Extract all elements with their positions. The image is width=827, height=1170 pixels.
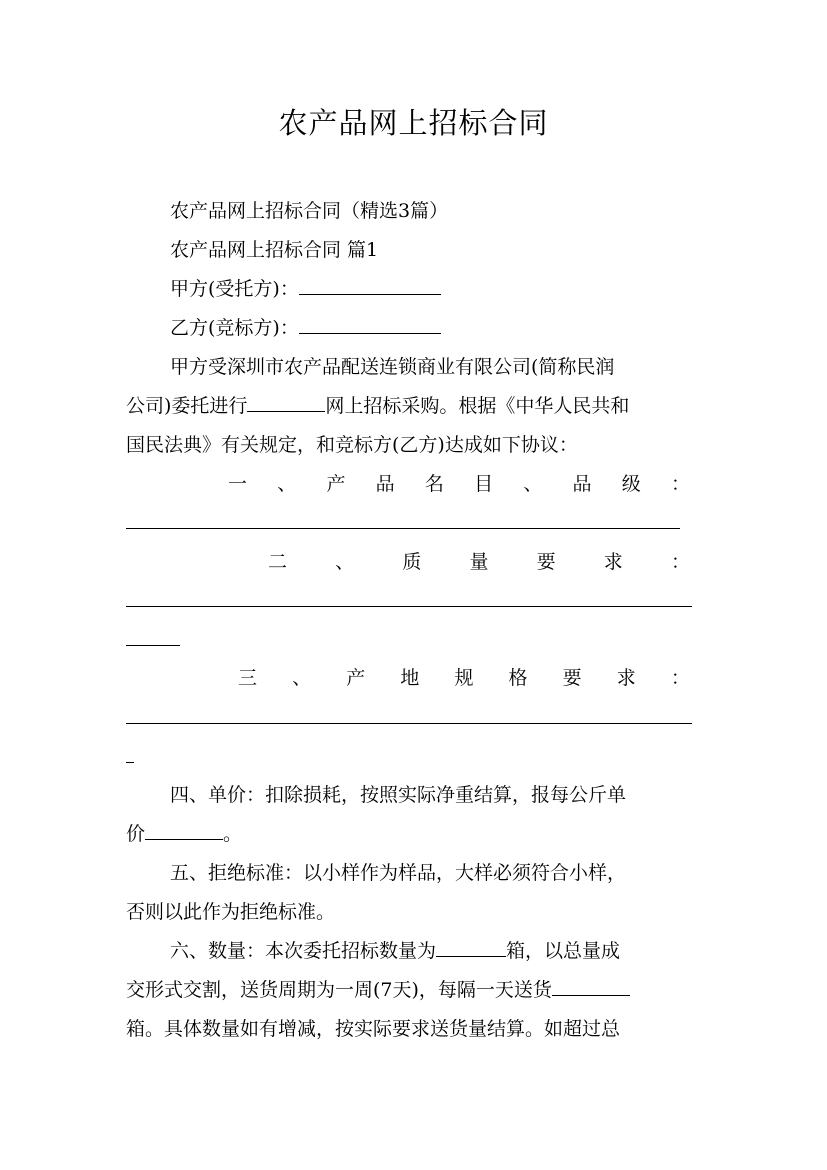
item2-char: 求: [603, 551, 623, 573]
item4-line-1: 四、单价：扣除损耗，按照实际净重结算，报每公斤单: [170, 784, 627, 806]
item4-price-label: 价: [126, 823, 146, 845]
item1-char: 级: [621, 473, 641, 495]
section-heading: 农产品网上招标合同 篇1: [170, 239, 379, 261]
item3-char: 格: [508, 667, 528, 689]
intro-line-2-end: 网上招标采购。根据《中华人民共和: [325, 395, 630, 417]
item5-line-1: 五、拒绝标准：以小样作为样品，大样必须符合小样，: [170, 862, 627, 884]
party-a-line: [170, 275, 441, 303]
intro-line-1: 甲方受深圳市农产品配送连锁商业有限公司(简称民润: [170, 356, 615, 378]
document-title: 农产品网上招标合同: [278, 106, 549, 140]
item4-line-2: [126, 820, 242, 848]
item1-char: 产: [326, 473, 346, 495]
item4-price-blank: [145, 821, 223, 840]
item6-delivery-text: 交形式交割，送货周期为一周(7天)，每隔一天送货: [126, 979, 552, 1001]
item3-blank-line-2: [126, 762, 134, 763]
item1-blank-line: [126, 528, 680, 529]
item3-blank-line: [126, 723, 692, 724]
item2-blank-line: [126, 606, 692, 607]
item6-quantity-blank: [436, 938, 506, 957]
item1-heading: [228, 470, 690, 498]
item3-char: 地: [400, 667, 420, 689]
party-a-label: 甲方(受托方)：: [170, 278, 299, 300]
item2-char: 质: [402, 551, 422, 573]
item1-char: 目: [474, 473, 494, 495]
party-a-blank: [299, 276, 441, 295]
item6-quantity-unit: 箱，以总量成: [506, 940, 621, 962]
item2-heading: [268, 548, 690, 576]
party-b-blank: [299, 315, 441, 334]
item2-blank-line-2: [126, 645, 180, 646]
item1-char: 品: [375, 473, 395, 495]
item1-char: 名: [424, 473, 444, 495]
party-b-label: 乙方(竞标方)：: [170, 317, 299, 339]
item6-delivery-blank: [552, 977, 630, 996]
item6-quantity-label: 六、数量：本次委托招标数量为: [170, 940, 437, 962]
item1-char: 品: [572, 473, 592, 495]
item1-char: 、: [523, 473, 543, 495]
intro-line-3: 国民法典》有关规定，和竞标方(乙方)达成如下协议：: [126, 434, 578, 456]
intro-line-2-start: 公司)委托进行: [126, 395, 248, 417]
item3-char: 、: [292, 667, 312, 689]
item3-char: ：: [670, 667, 690, 689]
intro-blank: [247, 393, 325, 412]
item1-char: ：: [670, 473, 690, 495]
item6-line-3: 箱。具体数量如有增减，按实际要求送货量结算。如超过总: [126, 1018, 621, 1040]
item2-char: ：: [670, 551, 690, 573]
item2-char: 要: [536, 551, 556, 573]
party-b-line: [170, 314, 441, 342]
item6-line-1: [170, 937, 620, 965]
intro-line-2: [126, 392, 629, 420]
item3-char: 产: [346, 667, 366, 689]
document-subtitle: 农产品网上招标合同（精选3篇）: [170, 200, 449, 222]
item3-char: 求: [616, 667, 636, 689]
item4-period: 。: [223, 823, 243, 845]
item2-char: 、: [335, 551, 355, 573]
item3-heading: [238, 664, 690, 692]
item3-char: 三: [238, 667, 258, 689]
item2-char: 二: [268, 551, 288, 573]
item1-char: 、: [277, 473, 297, 495]
item1-char: 一: [228, 473, 248, 495]
item3-char: 规: [454, 667, 474, 689]
item2-char: 量: [469, 551, 489, 573]
item5-line-2: 否则以此作为拒绝标准。: [126, 901, 336, 923]
item3-char: 要: [562, 667, 582, 689]
item6-line-2: [126, 976, 630, 1004]
